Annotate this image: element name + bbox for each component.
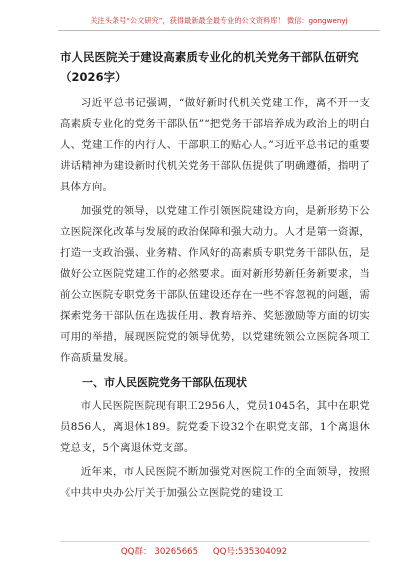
document-title: 市人民医院关于建设高素质专业化的机关党务干部队伍研究（2026字） [60, 50, 359, 84]
paragraph-recent-years: 近年来，市人民医院不断加强党对医院工作的全面领导，按照《中共中央办公厅关于加强公立医院党的建设工 [60, 466, 370, 499]
footer-qq-group: QQ群： 30265665 [120, 547, 199, 557]
header-notice-text: 关注头条号“公文研究”，获得最新最全最专业的公文资料库！ 微信：gongwenyj [90, 16, 348, 25]
header-notice-bar [58, 14, 380, 31]
footer-qq-number: QQ号:535304092 [212, 547, 288, 557]
paragraph-intro: 习近平总书记强调，“做好新时代机关党建工作，离不开一支高素质专业化的党务干部队伍”“把党务干部培养成为政治上的明白人、党建工作的内行人、干部职工的贴心人。”习近平总书记的重要讲话精神为建设新时代机关党务干部队伍提供了明确遵循，指明了具体方向。 [60, 97, 370, 193]
document-body [60, 47, 370, 507]
paragraph-staff-stats: 市人民医院医院现有职工2956人，党员1045名，其中在职党员856人，离退休189。院党委下设32个在职党支部，1个离退休党总支，5个离退休党支部。 [60, 400, 370, 454]
paragraph-leadership: 加强党的领导，以党建工作引领医院建设方向，是新形势下公立医院深化改革与发展的政治保障和强大动力。人才是第一资源，打造一支政治强、业务精、作风好的高素质专职党务干部队伍，是做好公立医院党建工作的必然要求。面对新形势新任务新要求，当前公立医院专职党务干部队伍建设还存在一些不容忽视的问题，需探索党务干部队伍在选拔任用、教育培养、奖惩激励等方面的切实可用的举措，展现医院党的领导优势，以党建统领公立医院各项工作高质量发展。 [60, 205, 370, 364]
section-heading: 一、市人民医院党务干部队伍现状 [82, 376, 247, 389]
footer-contact [0, 545, 408, 557]
footer-divider [60, 541, 370, 542]
